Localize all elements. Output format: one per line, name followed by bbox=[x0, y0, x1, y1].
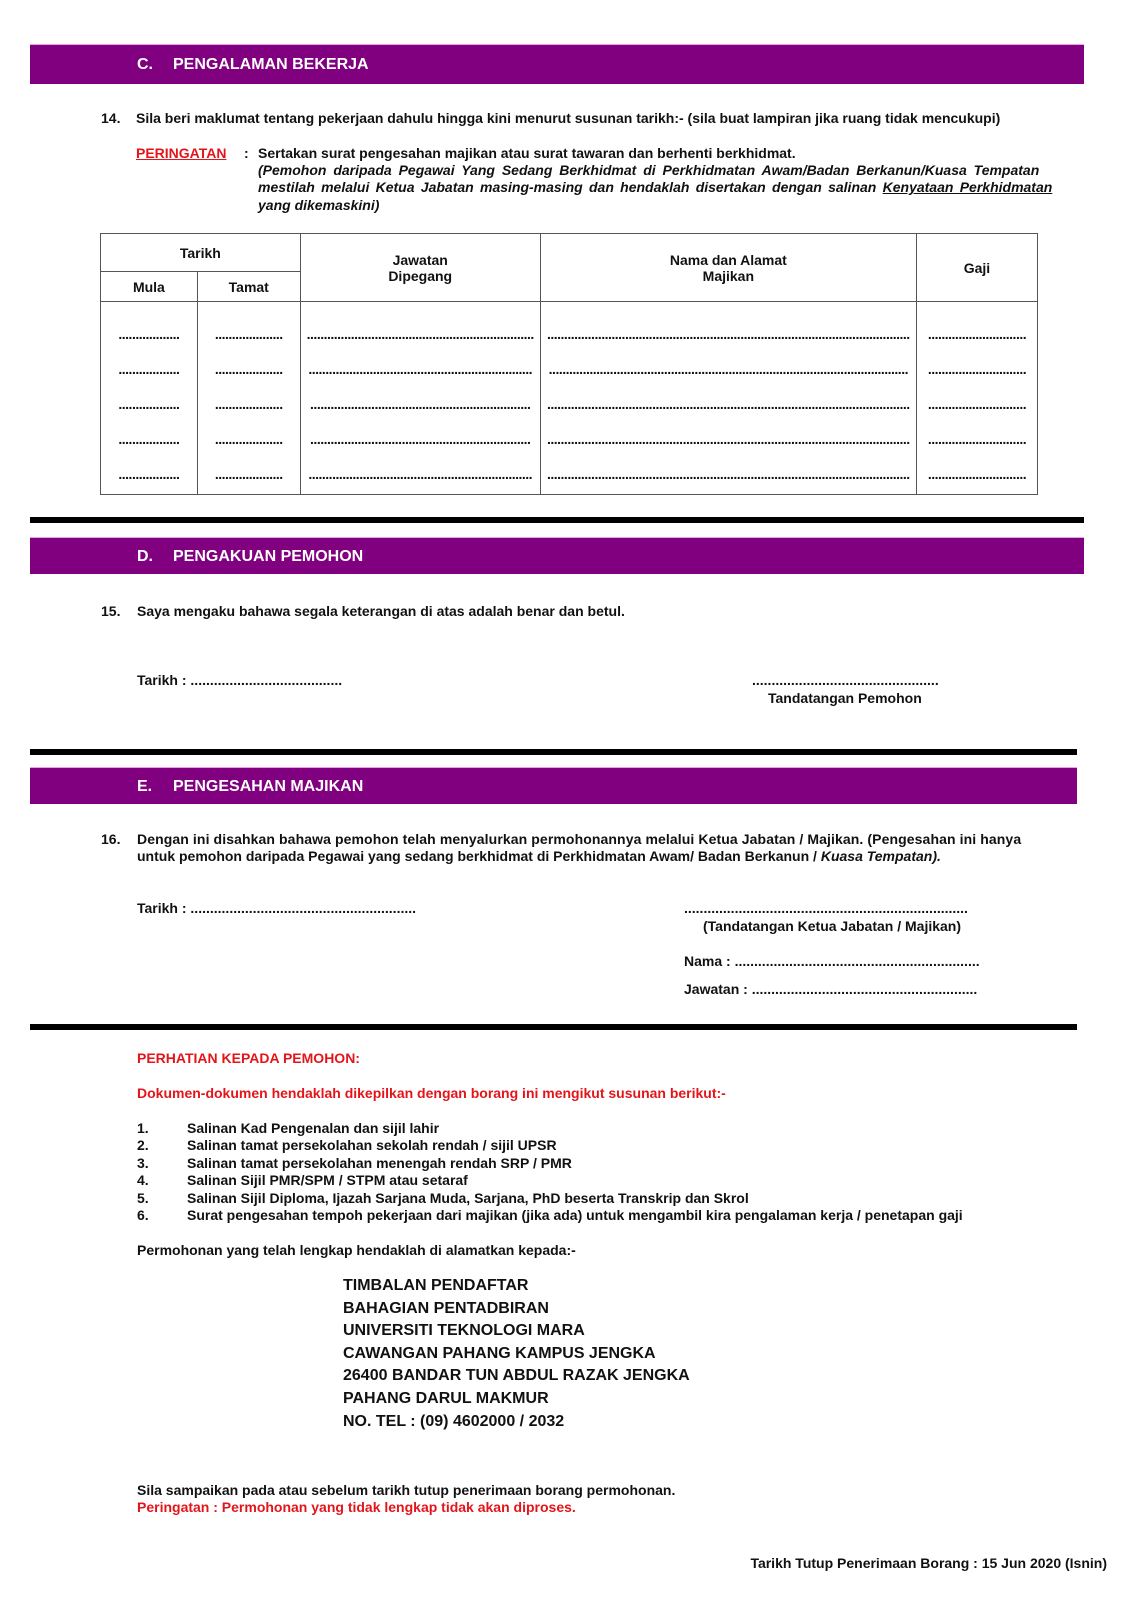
jawatan-field[interactable]: ................................................................... bbox=[306, 325, 534, 342]
section-c-header bbox=[30, 44, 1084, 84]
document-item: Salinan Kad Pengenalan dan sijil lahir bbox=[187, 1120, 440, 1136]
question-16-line-1: Dengan ini disahkan bahawa pemohon telah menyalurkan permohonannya melalui Ketua Jabatan / Majikan. (Pengesahan ini hanya bbox=[137, 831, 1022, 847]
mula-field[interactable]: .................. bbox=[118, 395, 180, 412]
address-line: TIMBALAN PENDAFTAR bbox=[343, 1277, 529, 1294]
incomplete-warning: Peringatan : Permohonan yang tidak lengkap tidak akan diproses. bbox=[137, 1499, 576, 1515]
applicant-date-field[interactable]: Tarikh : ....................................... bbox=[137, 672, 343, 688]
notice-subheading: Dokumen-dokumen hendaklah dikepilkan dengan borang ini mengikut susunan berikut:- bbox=[137, 1085, 726, 1101]
tamat-field[interactable]: .................... bbox=[214, 430, 283, 447]
section-d-letter: D. bbox=[137, 548, 153, 565]
column-jawatan bbox=[300, 302, 540, 495]
note-line-3: yang dikemaskini) bbox=[258, 197, 380, 213]
question-16-number: 16. bbox=[101, 831, 121, 847]
employer-name-field[interactable]: Nama : ............................................................... bbox=[684, 953, 980, 969]
document-number: 3. bbox=[137, 1155, 149, 1171]
gaji-field[interactable]: ............................. bbox=[927, 465, 1027, 482]
mula-field[interactable]: .................. bbox=[118, 325, 180, 342]
header-jawatan-line1: Jawatan bbox=[392, 251, 448, 268]
question-14-text: Sila beri maklumat tentang pekerjaan dahulu hingga kini menurut susunan tarikh:- (sila buat lampiran jika ruang tidak mencukupi) bbox=[136, 110, 1001, 126]
mula-field[interactable]: .................. bbox=[118, 360, 180, 377]
work-experience-table bbox=[100, 233, 1038, 495]
gaji-field[interactable]: ............................. bbox=[927, 430, 1027, 447]
section-e-title: PENGESAHAN MAJIKAN bbox=[173, 778, 364, 795]
employer-position-field[interactable]: Jawatan : .......................................................... bbox=[684, 981, 978, 997]
note-line-1: (Pemohon daripada Pegawai Yang Sedang Berkhidmat di Perkhidmatan Awam/Badan Berkanun/Kuasa Tempatan bbox=[258, 162, 1040, 178]
majikan-field[interactable]: ........................................................................................................... bbox=[546, 465, 910, 482]
document-number: 4. bbox=[137, 1172, 149, 1188]
gaji-field[interactable]: ............................. bbox=[927, 360, 1027, 377]
address-line: PAHANG DARUL MAKMUR bbox=[343, 1390, 549, 1407]
question-14-number: 14. bbox=[101, 110, 121, 126]
mula-field[interactable]: .................. bbox=[118, 465, 180, 482]
address-phone: NO. TEL : (09) 4602000 / 2032 bbox=[343, 1413, 565, 1430]
majikan-field[interactable]: .......................................................................................................... bbox=[548, 360, 908, 377]
document-item: Surat pengesahan tempoh pekerjaan dari majikan (jika ada) untuk mengambil kira pengalaman kerja / penetapan gaji bbox=[187, 1207, 963, 1223]
section-d-header bbox=[30, 537, 1084, 574]
majikan-field[interactable]: ........................................................................................................... bbox=[546, 325, 910, 342]
header-jawatan bbox=[300, 234, 540, 302]
document-item: Salinan tamat persekolahan menengah rendah SRP / PMR bbox=[187, 1155, 572, 1171]
tamat-field[interactable]: .................... bbox=[214, 360, 283, 377]
document-number: 5. bbox=[137, 1190, 149, 1206]
document-item: Salinan tamat persekolahan sekolah rendah / sijil UPSR bbox=[187, 1137, 557, 1153]
address-line: 26400 BANDAR TUN ABDUL RAZAK JENGKA bbox=[343, 1367, 690, 1384]
header-tarikh: Tarikh bbox=[101, 234, 301, 272]
section-e-letter: E. bbox=[137, 778, 153, 795]
section-divider bbox=[30, 1024, 1077, 1030]
section-divider bbox=[30, 517, 1084, 523]
tamat-field[interactable]: .................... bbox=[214, 395, 283, 412]
warning-text: Sertakan surat pengesahan majikan atau surat tawaran dan berhenti berkhidmat. bbox=[258, 145, 796, 161]
address-line: CAWANGAN PAHANG KAMPUS JENGKA bbox=[343, 1345, 656, 1362]
question-15-text: Saya mengaku bahawa segala keterangan di atas adalah benar dan betul. bbox=[137, 603, 625, 619]
notice-heading: PERHATIAN KEPADA PEMOHON: bbox=[137, 1050, 360, 1066]
section-e-header bbox=[30, 767, 1077, 804]
section-c-title: PENGALAMAN BEKERJA bbox=[173, 56, 369, 73]
column-gaji bbox=[916, 302, 1037, 495]
majikan-field[interactable]: ........................................................................................................... bbox=[546, 430, 910, 447]
submit-note: Sila sampaikan pada atau sebelum tarikh tutup penerimaan borang permohonan. bbox=[137, 1482, 676, 1498]
header-jawatan-line2: Dipegang bbox=[388, 267, 453, 284]
jawatan-field[interactable]: ................................................................. bbox=[310, 395, 531, 412]
jawatan-field[interactable]: .................................................................. bbox=[308, 465, 533, 482]
header-majikan-line2: Majikan bbox=[702, 267, 755, 284]
mula-field[interactable]: .................. bbox=[118, 430, 180, 447]
applicant-signature-line[interactable]: ................................................ bbox=[752, 672, 939, 688]
warning-colon: : bbox=[244, 145, 249, 161]
note-underlined-doc: Kenyataan Perkhidmatan bbox=[882, 179, 1053, 195]
question-16-line-2-text: untuk pemohon daripada Pegawai yang sedang berkhidmat di Perkhidmatan Awam/ Badan Berkanun / bbox=[137, 848, 821, 864]
gaji-field[interactable]: ............................. bbox=[927, 325, 1027, 342]
employer-signature-line[interactable]: ......................................................................... bbox=[684, 900, 968, 916]
document-number: 1. bbox=[137, 1120, 149, 1136]
address-line: UNIVERSITI TEKNOLOGI MARA bbox=[343, 1322, 585, 1339]
majikan-field[interactable]: ........................................................................................................... bbox=[546, 395, 910, 412]
section-c-letter: C. bbox=[137, 56, 153, 73]
employer-date-field[interactable]: Tarikh : .......................................................... bbox=[137, 900, 417, 916]
question-15-number: 15. bbox=[101, 603, 121, 619]
jawatan-field[interactable]: .................................................................. bbox=[308, 360, 533, 377]
header-majikan bbox=[540, 234, 916, 302]
address-intro: Permohonan yang telah lengkap hendaklah di alamatkan kepada:- bbox=[137, 1242, 576, 1258]
warning-label: PERINGATAN bbox=[136, 145, 227, 161]
closing-date: Tarikh Tutup Penerimaan Borang : 15 Jun 2020 (Isnin) bbox=[750, 1555, 1107, 1571]
document-number: 2. bbox=[137, 1137, 149, 1153]
note-line-2-text: mestilah melalui Ketua Jabatan masing-masing dan hendaklah disertakan dengan salinan bbox=[258, 179, 883, 195]
document-item: Salinan Sijil Diploma, Ijazah Sarjana Muda, Sarjana, PhD beserta Transkrip dan Skrol bbox=[187, 1190, 749, 1206]
question-16-line-2-italic: Kuasa Tempatan). bbox=[820, 848, 941, 864]
header-gaji: Gaji bbox=[916, 234, 1037, 302]
header-majikan-line1: Nama dan Alamat bbox=[669, 251, 787, 268]
applicant-signature-label: Tandatangan Pemohon bbox=[768, 690, 922, 706]
column-majikan bbox=[540, 302, 916, 495]
tamat-field[interactable]: .................... bbox=[214, 465, 283, 482]
document-item: Salinan Sijil PMR/SPM / STPM atau setaraf bbox=[187, 1172, 468, 1188]
section-d-title: PENGAKUAN PEMOHON bbox=[173, 548, 364, 565]
employer-signature-label: (Tandatangan Ketua Jabatan / Majikan) bbox=[703, 918, 962, 934]
document-number: 6. bbox=[137, 1207, 149, 1223]
address-line: BAHAGIAN PENTADBIRAN bbox=[343, 1300, 549, 1317]
question-16-line-2 bbox=[137, 848, 941, 864]
header-tamat: Tamat bbox=[197, 272, 300, 302]
note-line-2 bbox=[258, 179, 1052, 195]
gaji-field[interactable]: ............................. bbox=[927, 395, 1027, 412]
section-divider bbox=[30, 749, 1077, 755]
column-tamat bbox=[197, 302, 300, 495]
column-mula bbox=[101, 302, 198, 495]
header-mula: Mula bbox=[101, 272, 198, 302]
jawatan-field[interactable]: ................................................................. bbox=[310, 430, 531, 447]
tamat-field[interactable]: .................... bbox=[214, 325, 283, 342]
